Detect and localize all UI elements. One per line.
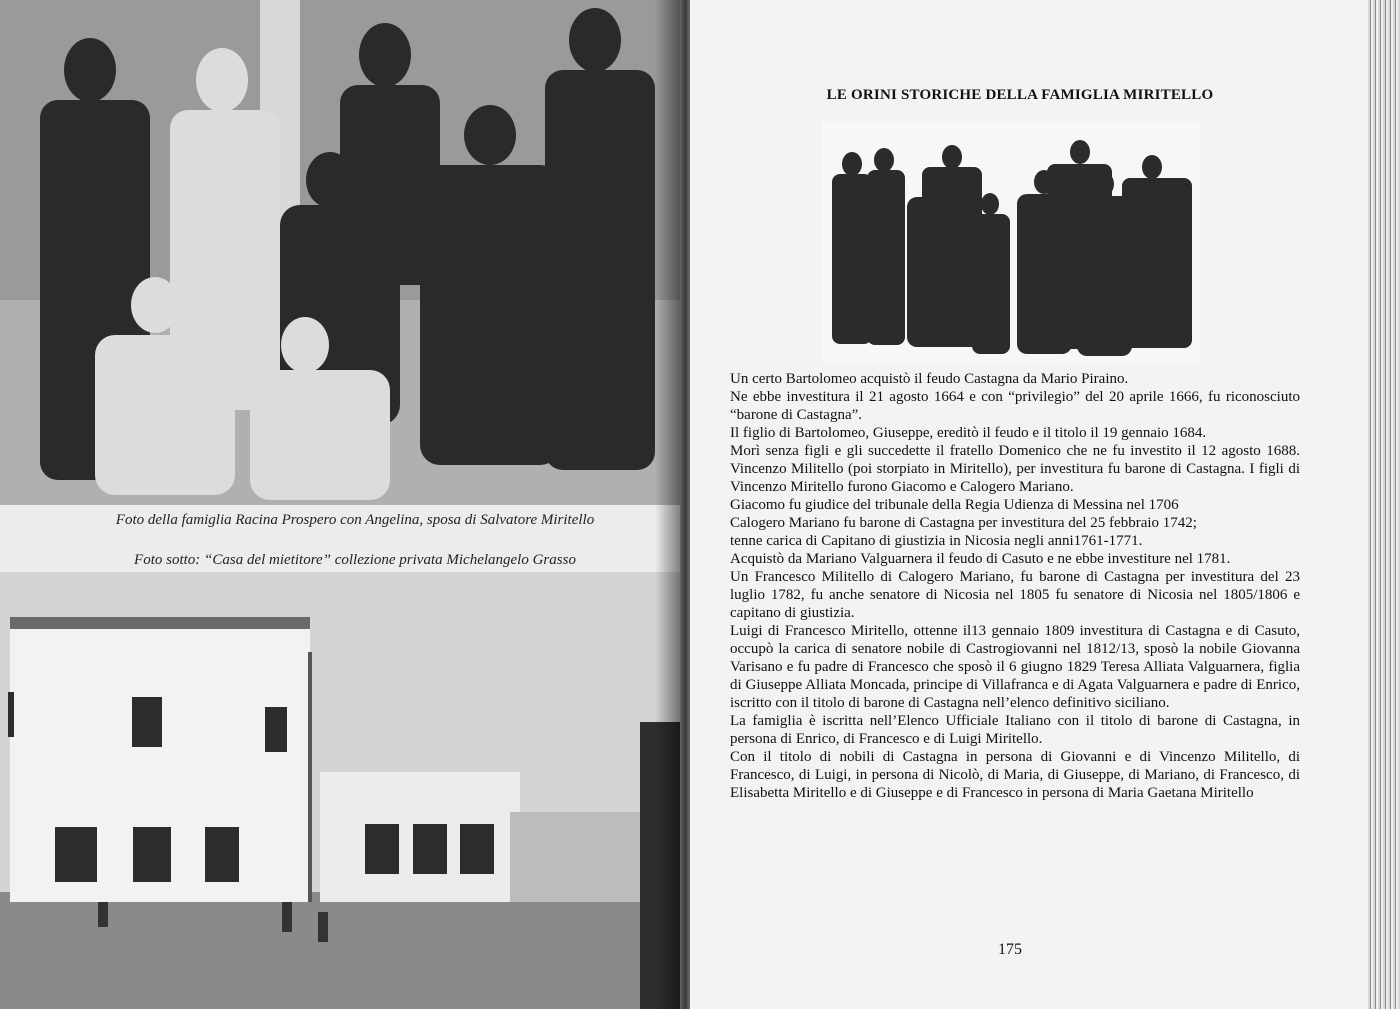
group-photo: [822, 122, 1200, 362]
page-title: LE ORINI STORICHE DELLA FAMIGLIA MIRITELLO: [826, 87, 1214, 103]
paragraph: Acquistò da Mariano Valguarnera il feudo di Casuto e ne ebbe investiture nel 1781.: [730, 551, 1231, 567]
family-photo: [0, 0, 680, 505]
paragraph: Giacomo fu giudice del tribunale della Regia Udienza di Messina nel 1706: [730, 497, 1179, 513]
paragraph: Morì senza figli e gli succedette il fratello Domenico che ne fu investito il 12 agosto 1688. Vincenzo Militello (poi storpiato in Miritello), per investitura fu barone di Castagna. I figli di Vincenzo Miritello furono Giacomo e Calogero Mariano.: [730, 443, 1300, 495]
paragraph: Un certo Bartolomeo acquistò il feudo Castagna da Mario Piraino.: [730, 371, 1129, 387]
right-page: [690, 0, 1370, 1009]
paragraph: Calogero Mariano fu barone di Castagna per investitura del 25 febbraio 1742;: [730, 515, 1197, 531]
body-text: [730, 370, 1300, 802]
paragraph: La famiglia è iscritta nell’Elenco Ufficiale Italiano con il titolo di barone di Castagna, in persona di Enrico, di Francesco e di Luigi Miritello.: [730, 713, 1300, 747]
paragraph: Luigi di Francesco Miritello, ottenne il13 gennaio 1809 investitura di Castagna e di Casuto, occupò la carica di senatore nobile di Castrogiovanni nel 1812/13, sposò la nobile Giovanna Varisano e fu padre di Francesco che sposò il 6 giugno 1829 Teresa Alliata Valguarnera, figlia di Giuseppe Alliata Moncada, principe di Villafranca e di Agata Valguarnera e padre di Enrico, iscritto con il titolo di barone di Castagna nell’elenco definitivo siciliano.: [730, 623, 1300, 711]
family-photo-caption: Foto della famiglia Racina Prospero con Angelina, sposa di Salvatore Miritello: [115, 512, 595, 528]
house-photo: [0, 572, 680, 1009]
paragraph: Ne ebbe investitura il 21 agosto 1664 e con “privilegio” del 20 aprile 1666, fu riconosciuto “barone di Castagna”.: [730, 389, 1300, 423]
paragraph: Con il titolo di nobili di Castagna in persona di Giovanni e di Vincenzo Militello, di Francesco, di Luigi, in persona di Nicolò, di Maria, di Giuseppe, di Mariano, di Francesco, di Elisabetta Miritello e di Giuseppe e di Francesco in persona di Maria Gaetana Miritello: [730, 749, 1300, 801]
paragraph: Un Francesco Militello di Calogero Mariano, fu barone di Castagna per investitura del 23 luglio 1782, fu anche senatore di Nicosia nel 1805 fu senatore di Nicosia nel 1805/1806 e capitano di giustizia.: [730, 569, 1300, 621]
house-photo-caption: Foto sotto: “Casa del mietitore” collezione privata Michelangelo Grasso: [134, 552, 576, 568]
page-edges: [1368, 0, 1400, 1009]
paragraph: Il figlio di Bartolomeo, Giuseppe, ereditò il feudo e il titolo il 19 gennaio 1684.: [730, 425, 1207, 441]
page-number: 175: [998, 941, 1022, 958]
left-page: [0, 0, 680, 1009]
paragraph: tenne carica di Capitano di giustizia in Nicosia negli anni1761-1771.: [730, 533, 1143, 549]
